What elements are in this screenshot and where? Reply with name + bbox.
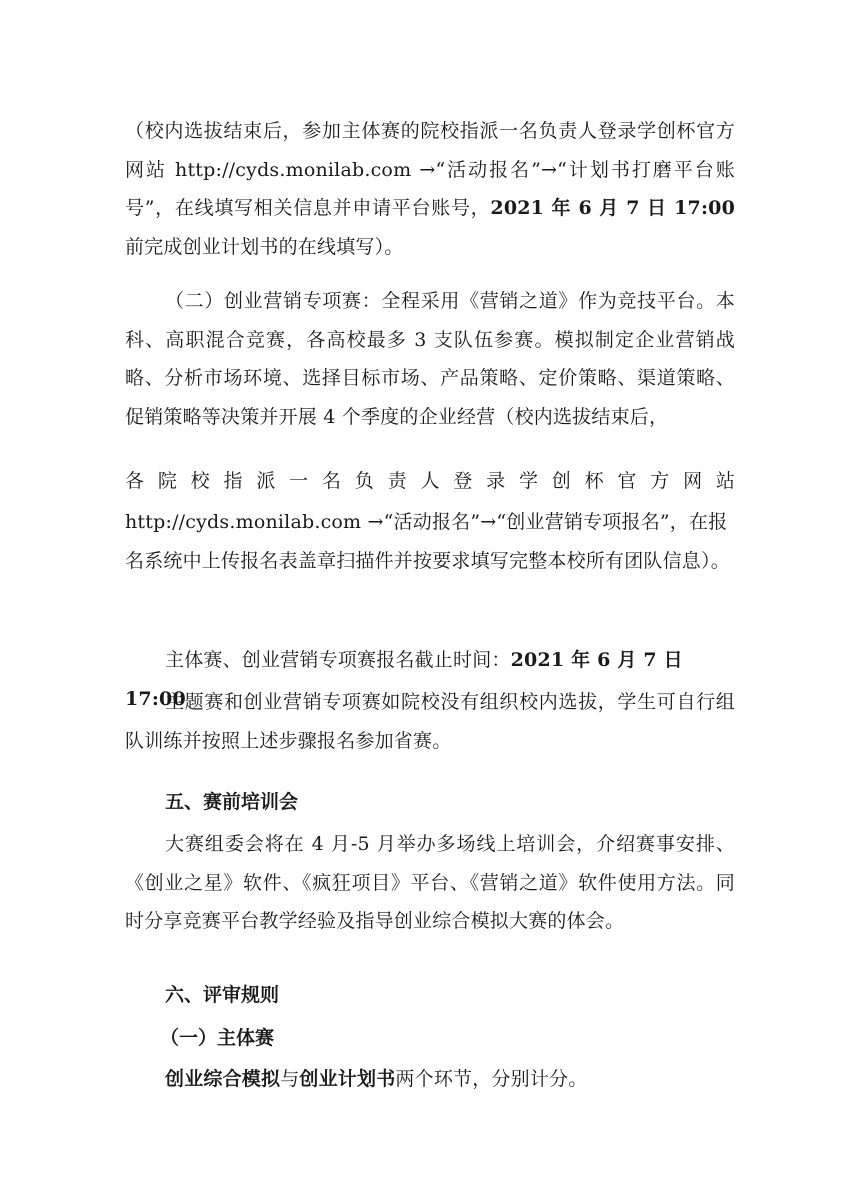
rule-tail: 两个环节，分别计分。	[395, 1068, 588, 1090]
spread-char: 指	[223, 470, 243, 492]
spread-line	[125, 466, 735, 496]
spread-char: 校	[190, 470, 210, 492]
paragraph-text: （校内选拔结束后，参加主体赛的院校指派一名负责人登录学创杯官方网站 http://cyds.monilab.com →“活动报名”→“计划书打磨平台账号”，在线填写相关信息并申请平台账号，	[125, 120, 735, 219]
rule-connector: 与	[280, 1068, 300, 1090]
paragraph-registration-main	[125, 112, 735, 266]
spread-char: 各	[125, 470, 145, 492]
section-heading-training: 五、赛前培训会	[165, 791, 299, 813]
deadline-value: 2021 年 6 月 7 日 17:00	[125, 649, 683, 710]
spread-char: 一	[289, 470, 309, 492]
spread-char: 院	[157, 470, 177, 492]
spread-char: 人	[420, 470, 440, 492]
paragraph-text: 主题赛和创业营销专项赛如院校没有组织校内选拔，学生可自行组队训练并按照上述步骤报名参加省赛。	[125, 691, 735, 752]
paragraph-theme-contest	[125, 683, 735, 760]
section-heading-rules: 六、评审规则	[165, 984, 280, 1006]
paragraph-training	[125, 825, 735, 941]
rules-line	[165, 1060, 775, 1099]
spread-char: 方	[650, 470, 670, 492]
spread-char: 责	[387, 470, 407, 492]
paragraph-marketing-rest	[125, 503, 735, 580]
spread-char: 创	[551, 470, 571, 492]
spread-char: 名	[321, 470, 341, 492]
sub-heading-main-contest: （一）主体赛	[160, 1027, 275, 1049]
deadline-date: 2021 年 6 月 7 日 17:00	[490, 197, 736, 219]
spread-char: 派	[256, 470, 276, 492]
spread-char: 官	[617, 470, 637, 492]
spread-char: 网	[683, 470, 703, 492]
rule-item-plan: 创业计划书	[299, 1068, 396, 1090]
paragraph-marketing-contest	[125, 282, 735, 436]
deadline-label: 主体赛、创业营销专项赛报名截止时间：	[165, 649, 511, 671]
paragraph-text: （二）创业营销专项赛：全程采用《营销之道》作为竞技平台。本科、高职混合竞赛，各高校最多 3 支队伍参赛。模拟制定企业营销战略、分析市场环境、选择目标市场、产品策略、定价策略、渠道策略、促销策略等决策并开展 4 个季度的企业经营（校内选拔结束后，	[125, 290, 735, 428]
spread-char: 学	[518, 470, 538, 492]
spread-char: 登	[453, 470, 473, 492]
paragraph-text: 大赛组委会将在 4 月-5 月举办多场线上培训会，介绍赛事安排、《创业之星》软件、《疯狂项目》平台、《营销之道》软件使用方法。同时分享竞赛平台教学经验及指导创业综合模拟大赛的体会。	[125, 833, 735, 932]
rule-item-simulation: 创业综合模拟	[165, 1068, 281, 1090]
paragraph-text: http://cyds.monilab.com →“活动报名”→“创业营销专项报名”，在报名系统中上传报名表盖章扫描件并按要求填写完整本校所有团队信息）。	[125, 511, 730, 572]
spread-char: 站	[715, 470, 735, 492]
spread-char: 录	[486, 470, 506, 492]
spread-char: 负	[354, 470, 374, 492]
paragraph-text-tail: 前完成创业计划书的在线填写）。	[125, 235, 404, 258]
spread-char: 杯	[584, 470, 604, 492]
